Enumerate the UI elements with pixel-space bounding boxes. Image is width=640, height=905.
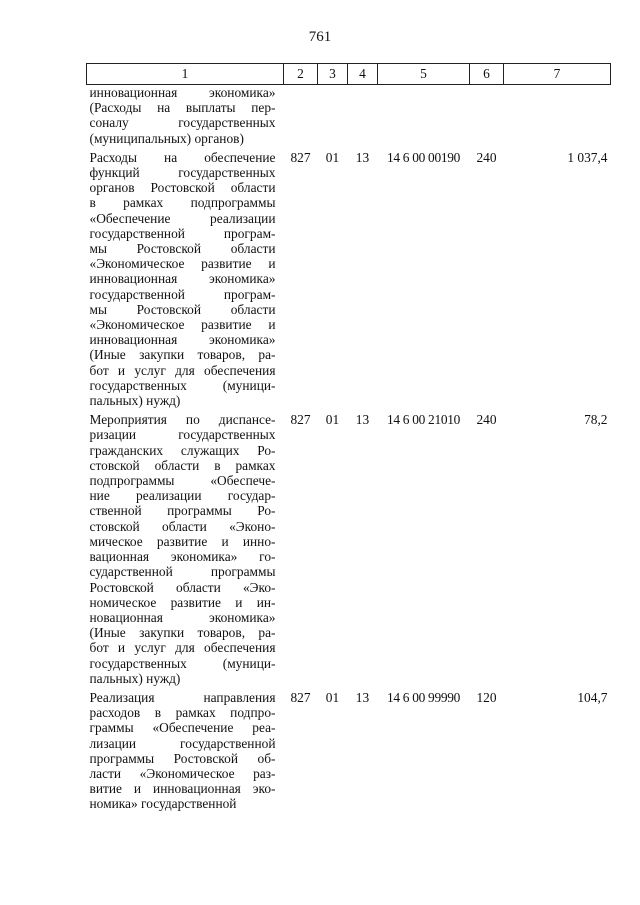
- description-line: расходов в рамках подпро-: [89, 705, 276, 721]
- description-line: государственных (муници-: [89, 655, 276, 671]
- expense-type-code: 120: [476, 689, 497, 705]
- page-number: 761: [308, 29, 332, 45]
- description-line: гражданских служащих Ро-: [89, 442, 276, 458]
- column-header-5: 5: [378, 64, 470, 85]
- section-code: 01: [325, 149, 340, 165]
- description-line: ственной программы Ро-: [89, 503, 276, 519]
- amount: 1 037,4: [567, 149, 608, 165]
- description-line: государственной програм-: [89, 225, 276, 241]
- row-description: [87, 690, 284, 816]
- description-line: ние реализации государ-: [89, 488, 276, 504]
- ministry-code: 827: [290, 412, 311, 428]
- description-line: витие и инновационная эко-: [89, 781, 276, 797]
- description-line: (Иные закупки товаров, ра-: [89, 347, 276, 363]
- description-line: «Обеспечение реализации: [89, 210, 276, 226]
- row-description: [87, 150, 284, 412]
- description-line: новационная экономика»: [89, 609, 276, 625]
- table-row: [87, 85, 611, 150]
- description-line: государственной програм-: [89, 286, 276, 302]
- description-line: бот и услуг для обеспечения: [89, 362, 276, 378]
- column-header-7: 7: [504, 64, 611, 85]
- description-line: бот и услуг для обеспечения: [89, 640, 276, 656]
- description-line: Реализация направления: [89, 689, 276, 705]
- description-line: «Экономическое развитие и: [89, 317, 276, 333]
- target-article-code: 14 6 00 99990: [386, 689, 461, 705]
- ministry-code: [284, 85, 318, 150]
- description-line: Ростовской области «Эко-: [89, 579, 276, 595]
- description-line: Мероприятия по диспансе-: [89, 412, 276, 428]
- column-header-4: 4: [348, 64, 378, 85]
- description-line: инновационная экономика»: [89, 271, 276, 287]
- description-line: мическое развитие и инно-: [89, 533, 276, 549]
- table-row: [87, 150, 611, 412]
- ministry-code: 827: [290, 149, 311, 165]
- description-line: (муниципальных) органов): [89, 130, 244, 146]
- description-line: функций государственных: [89, 165, 276, 181]
- amount: [504, 85, 611, 150]
- table-row: [87, 412, 611, 690]
- description-line: номика» государственной: [89, 796, 237, 812]
- column-header-6: 6: [470, 64, 504, 85]
- description-line: пальных) нужд): [89, 393, 181, 409]
- expense-type-code: 240: [476, 412, 497, 428]
- subsection-code: 13: [355, 689, 370, 705]
- description-line: стовской области в рамках: [89, 457, 276, 473]
- description-line: мы Ростовской области: [89, 241, 276, 257]
- subsection-code: 13: [355, 412, 370, 428]
- description-line: (Иные закупки товаров, ра-: [89, 625, 276, 641]
- section-code: 01: [325, 412, 340, 428]
- target-article-code: 14 6 00 21010: [386, 412, 461, 428]
- table-row: [87, 690, 611, 816]
- table-body: [87, 85, 611, 816]
- description-line: граммы «Обеспечение реа-: [89, 720, 276, 736]
- row-description: [87, 85, 284, 150]
- target-article-code: [378, 85, 470, 150]
- description-line: вационная экономика» го-: [89, 549, 276, 565]
- amount: 78,2: [584, 412, 608, 428]
- row-description: [87, 412, 284, 690]
- description-line: «Экономическое развитие и: [89, 256, 276, 272]
- table-header-row: [87, 64, 611, 85]
- budget-table: [86, 63, 611, 816]
- description-line: номическое развитие и ин-: [89, 594, 276, 610]
- description-line: пальных) нужд): [89, 670, 181, 686]
- column-header-2: 2: [284, 64, 318, 85]
- description-line: инновационная экономика»: [89, 85, 276, 100]
- description-line: сударственной программы: [89, 564, 276, 580]
- description-line: ризации государственных: [89, 427, 276, 443]
- amount: 104,7: [577, 689, 608, 705]
- section-code: 01: [325, 689, 340, 705]
- description-line: инновационная экономика»: [89, 332, 276, 348]
- target-article-code: 14 6 00 00190: [386, 149, 461, 165]
- description-line: государственных (муници-: [89, 377, 276, 393]
- subsection-code: 13: [355, 149, 370, 165]
- subsection-code: [348, 85, 378, 150]
- ministry-code: 827: [290, 689, 311, 705]
- description-line: подпрограммы «Обеспече-: [89, 473, 276, 489]
- description-line: ласти «Экономическое раз-: [89, 765, 276, 781]
- description-line: в рамках подпрограммы: [89, 195, 276, 211]
- expense-type-code: 240: [476, 149, 497, 165]
- description-line: (Расходы на выплаты пер-: [89, 100, 276, 116]
- description-line: лизации государственной: [89, 735, 276, 751]
- description-line: программы Ростовской об-: [89, 750, 276, 766]
- description-line: соналу государственных: [89, 115, 276, 131]
- description-line: мы Ростовской области: [89, 301, 276, 317]
- column-header-3: 3: [318, 64, 348, 85]
- description-line: Расходы на обеспечение: [89, 149, 276, 165]
- description-line: стовской области «Эконо-: [89, 518, 276, 534]
- expense-type-code: [470, 85, 504, 150]
- section-code: [318, 85, 348, 150]
- column-header-1: 1: [87, 64, 284, 85]
- description-line: органов Ростовской области: [89, 180, 276, 196]
